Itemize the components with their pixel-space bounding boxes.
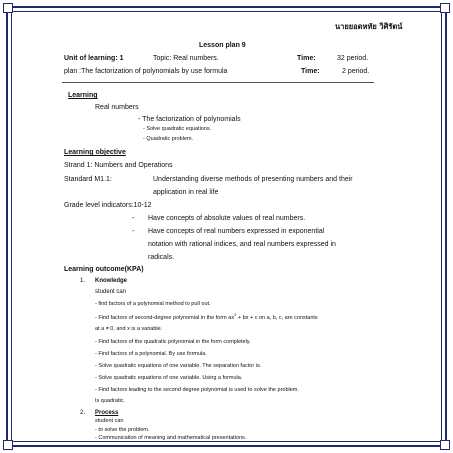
header-divider [62, 82, 374, 83]
time-label: Time: [301, 68, 320, 75]
unit-label: Unit of learning: 1 [64, 55, 124, 62]
knowledge-item: Is quadratic. [95, 398, 125, 404]
indicator-text: Have concepts of absolute values of real numbers. [148, 215, 306, 222]
plan-label: plan :The factorization of polynomials by use formula [64, 68, 228, 75]
corner-ornament [440, 3, 450, 13]
knowledge-item: at a ≠ 0, and x is a variable. [95, 326, 163, 332]
process-item: - to solve the problem. [95, 427, 150, 433]
time-value: 2 period. [342, 68, 370, 75]
corner-ornament [440, 440, 450, 450]
strand-text: Strand 1: Numbers and Operations [64, 162, 173, 169]
standard-label: Standard M1.1: [64, 176, 112, 183]
knowledge-item: - Find factors of the quadratic polynomial in the form completely. [95, 339, 251, 345]
standard-text: application in real life [153, 189, 219, 196]
corner-ornament [3, 440, 13, 450]
indicator-bullet: - [132, 215, 135, 222]
learning-subtopic: - Solve quadratic equations. [143, 126, 212, 132]
indicator-text: notation with rational indices, and real numbers expressed in [148, 241, 336, 248]
author-name: นายยอดหทัย วิศิรัตน์ [335, 22, 403, 31]
topic-label: Topic: Real numbers. [153, 55, 219, 62]
grade-indicators: Grade level indicators:10-12 [64, 202, 152, 209]
corner-ornament [3, 3, 13, 13]
objective-heading: Learning objective [64, 149, 126, 156]
indicator-text: Have concepts of real numbers expressed in exponential [148, 228, 325, 235]
indicator-bullet: - [132, 228, 135, 235]
learning-subtopic: - Quadratic problem. [143, 136, 194, 142]
knowledge-item: - Solve quadratic equations of one variable. Using a formula. [95, 375, 243, 381]
outcome-heading: Learning outcome(KPA) [64, 266, 144, 273]
learning-topic: - The factorization of polynomials [138, 116, 241, 123]
process-title: Process [95, 410, 119, 416]
knowledge-intro: student can [95, 289, 127, 295]
lesson-plan-title: Lesson plan 9 [199, 42, 246, 49]
learning-heading: Learning [68, 92, 98, 99]
process-item: - Communication of meaning and mathematical presentations. [95, 435, 247, 441]
process-intro: student can [95, 418, 124, 424]
knowledge-item: - Find factors of a polynomial. By use formula. [95, 351, 207, 357]
time-value: 32 period. [337, 55, 369, 62]
standard-text: Understanding diverse methods of presenting numbers and their [153, 176, 353, 183]
knowledge-number: 1. [80, 278, 86, 284]
knowledge-item: - Solve quadratic equations of one variable. The separation factor is. [95, 363, 262, 369]
process-number: 2. [80, 410, 86, 416]
knowledge-item: - Find factors leading to the second degree polynomial is used to solve the problem. [95, 387, 299, 393]
knowledge-title: Knowledge [95, 278, 128, 284]
time-label: Time: [297, 55, 316, 62]
learning-subject: Real numbers [95, 104, 139, 111]
knowledge-item: - Find factors of second-degree polynomial in the form $ax^2$ + bx + c on a, b, c, are constants [95, 312, 318, 321]
indicator-text: radicals. [148, 254, 175, 261]
knowledge-item: - find factors of a polynomial method to pull out. [95, 301, 211, 307]
